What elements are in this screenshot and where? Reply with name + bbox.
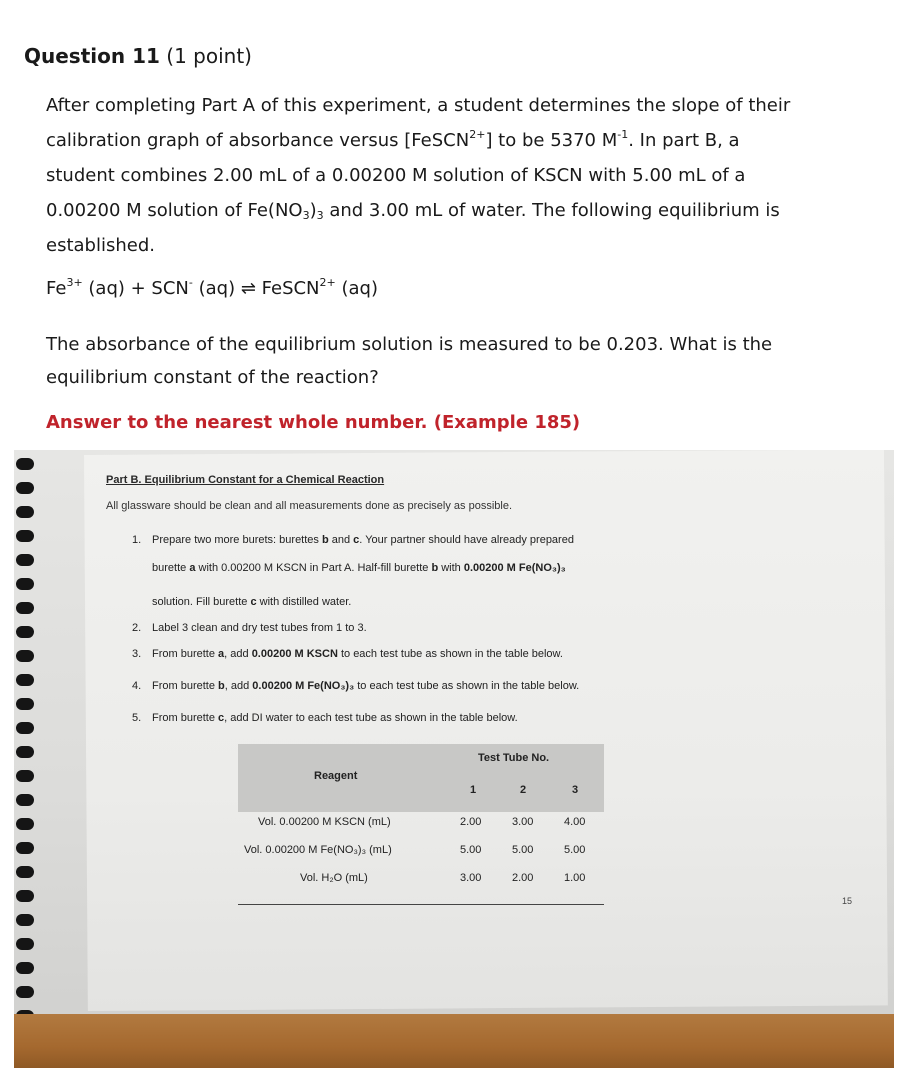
binder-hole <box>16 746 34 758</box>
step-number: 4. <box>132 680 142 692</box>
binder-hole <box>16 506 34 518</box>
superscript: -1 <box>617 128 629 141</box>
absorbance-paragraph <box>46 328 846 394</box>
table-cell: 2.00 <box>460 816 482 828</box>
table-cell: 3.00 <box>512 816 534 828</box>
text-span: ) <box>309 200 317 221</box>
table-cell: 5.00 <box>564 844 586 856</box>
question-body <box>46 88 866 263</box>
text-span: c <box>353 534 360 546</box>
row-label: Vol. H₂O (mL) <box>300 872 368 884</box>
table-cell: 3.00 <box>460 872 482 884</box>
text-span: c <box>218 712 225 724</box>
text-span: to each test tube as shown in the table below. <box>337 648 563 660</box>
subscript: 3 <box>316 209 324 222</box>
handout-step-2 <box>132 622 367 634</box>
handout-step-5 <box>132 712 518 724</box>
step-number: 1. <box>132 534 142 546</box>
table-cell: 1.00 <box>564 872 586 884</box>
text-span: Label 3 clean and dry test tubes from 1 to 3. <box>152 622 367 634</box>
superscript: 2+ <box>469 128 486 141</box>
question-points: (1 point) <box>166 44 252 68</box>
handout-step-3 <box>132 648 563 660</box>
body-line <box>46 123 866 158</box>
reagent-header: Reagent <box>314 770 358 782</box>
text-span: and 3.00 mL of water. The following equilibrium is <box>323 200 780 221</box>
text-span: , add <box>224 648 252 660</box>
binder-hole <box>16 650 34 662</box>
text-span: a <box>218 648 225 660</box>
table-bottom-rule <box>238 904 604 905</box>
text-span: , add <box>224 680 253 692</box>
text-span: Fe <box>46 278 67 299</box>
binder-hole <box>16 842 34 854</box>
text-span: with 0.00200 M KSCN in Part A. Half-fill burette <box>195 562 432 574</box>
text-span: 0.00200 M Fe(NO₃)₃ <box>252 680 355 692</box>
row-label: Vol. 0.00200 M Fe(NO₃)₃ (mL) <box>244 844 392 856</box>
step-number: 2. <box>132 622 142 634</box>
tube-number: 1 <box>470 784 477 796</box>
text-span: ] to be 5370 M <box>485 130 618 151</box>
text-span: From burette <box>152 680 219 692</box>
table-cell: 4.00 <box>564 816 586 828</box>
binder-hole <box>16 770 34 782</box>
test-tube-header: Test Tube No. <box>478 752 550 764</box>
table-cell: 5.00 <box>460 844 482 856</box>
text-span: b <box>218 680 225 692</box>
binder-hole <box>16 890 34 902</box>
question-number: Question 11 <box>24 44 160 68</box>
binder-hole <box>16 938 34 950</box>
text-span: b <box>431 562 439 574</box>
page-number: 15 <box>842 896 853 906</box>
text-span: (aq) + SCN <box>82 278 189 299</box>
question-title <box>24 44 252 68</box>
text-span: burette <box>152 562 190 574</box>
binder-hole <box>16 818 34 830</box>
equilibrium-equation <box>46 278 378 299</box>
text-span: b <box>321 534 329 546</box>
superscript: - <box>188 276 193 289</box>
binder-hole <box>16 530 34 542</box>
text-span: Prepare two more burets: burettes <box>152 534 322 546</box>
text-span: with distilled water. <box>256 596 352 608</box>
step-number: 3. <box>132 648 142 660</box>
handout-step-1 <box>132 534 574 546</box>
binder-hole <box>16 722 34 734</box>
superscript: 2+ <box>319 276 336 289</box>
text-span: a <box>189 562 196 574</box>
text-span: . Your partner should have already prepared <box>359 534 574 546</box>
handout-step-1-line-3 <box>152 596 351 608</box>
body-line: student combines 2.00 mL of a 0.00200 M solution of KSCN with 5.00 mL of a <box>46 165 746 186</box>
handout-step-1-line-2 <box>152 562 566 574</box>
binder-hole <box>16 602 34 614</box>
binder-hole <box>16 482 34 494</box>
binder-hole <box>16 698 34 710</box>
body-line: equilibrium constant of the reaction? <box>46 367 379 388</box>
text-span: 0.00200 M KSCN <box>251 648 338 660</box>
handout-title: Part B. Equilibrium Constant for a Chemical Reaction <box>106 474 385 486</box>
wood-table-edge <box>14 1014 894 1068</box>
text-span: calibration graph of absorbance versus [FeSCN <box>46 130 470 151</box>
tube-number: 2 <box>520 784 527 796</box>
handout-intro: All glassware should be clean and all measurements done as precisely as possible. <box>106 500 513 512</box>
body-line: The absorbance of the equilibrium solution is measured to be 0.203. What is the <box>46 334 773 355</box>
text-span: . In part B, a <box>628 130 740 151</box>
text-span: with <box>438 562 464 574</box>
step-number: 5. <box>132 712 142 724</box>
subscript: 3 <box>302 209 310 222</box>
binder-hole <box>16 794 34 806</box>
body-line: established. <box>46 235 155 256</box>
text-span: From burette <box>152 648 219 660</box>
tube-number: 3 <box>572 784 579 796</box>
binder-hole <box>16 626 34 638</box>
binder-hole <box>16 866 34 878</box>
row-label: Vol. 0.00200 M KSCN (mL) <box>258 816 391 828</box>
binder-hole <box>16 674 34 686</box>
table-cell: 5.00 <box>512 844 534 856</box>
text-span: 0.00200 M solution of Fe(NO <box>46 200 303 221</box>
reagent-table <box>238 744 604 904</box>
text-span: (aq) <box>335 278 378 299</box>
text-span: to each test tube as shown in the table below. <box>354 680 580 692</box>
table-header-band <box>238 744 604 812</box>
answer-instruction: Answer to the nearest whole number. (Example 185) <box>46 412 581 433</box>
text-span: , add DI water to each test tube as shown in the table below. <box>224 712 518 724</box>
binder-holes <box>14 458 40 1038</box>
text-span: and <box>328 534 354 546</box>
superscript: 3+ <box>66 276 83 289</box>
text-span: 0.00200 M Fe(NO₃)₃ <box>463 562 566 574</box>
body-line: After completing Part A of this experiment, a student determines the slope of their <box>46 95 791 116</box>
binder-hole <box>16 986 34 998</box>
binder-hole <box>16 554 34 566</box>
text-span: From burette <box>152 712 219 724</box>
text-span: c <box>250 596 257 608</box>
binder-hole <box>16 578 34 590</box>
binder-hole <box>16 458 34 470</box>
body-line <box>46 193 866 228</box>
text-span: (aq) ⇌ FeSCN <box>192 278 320 299</box>
text-span: solution. Fill burette <box>152 596 251 608</box>
binder-hole <box>16 962 34 974</box>
binder-hole <box>16 914 34 926</box>
table-cell: 2.00 <box>512 872 534 884</box>
handout-step-4 <box>132 680 580 692</box>
